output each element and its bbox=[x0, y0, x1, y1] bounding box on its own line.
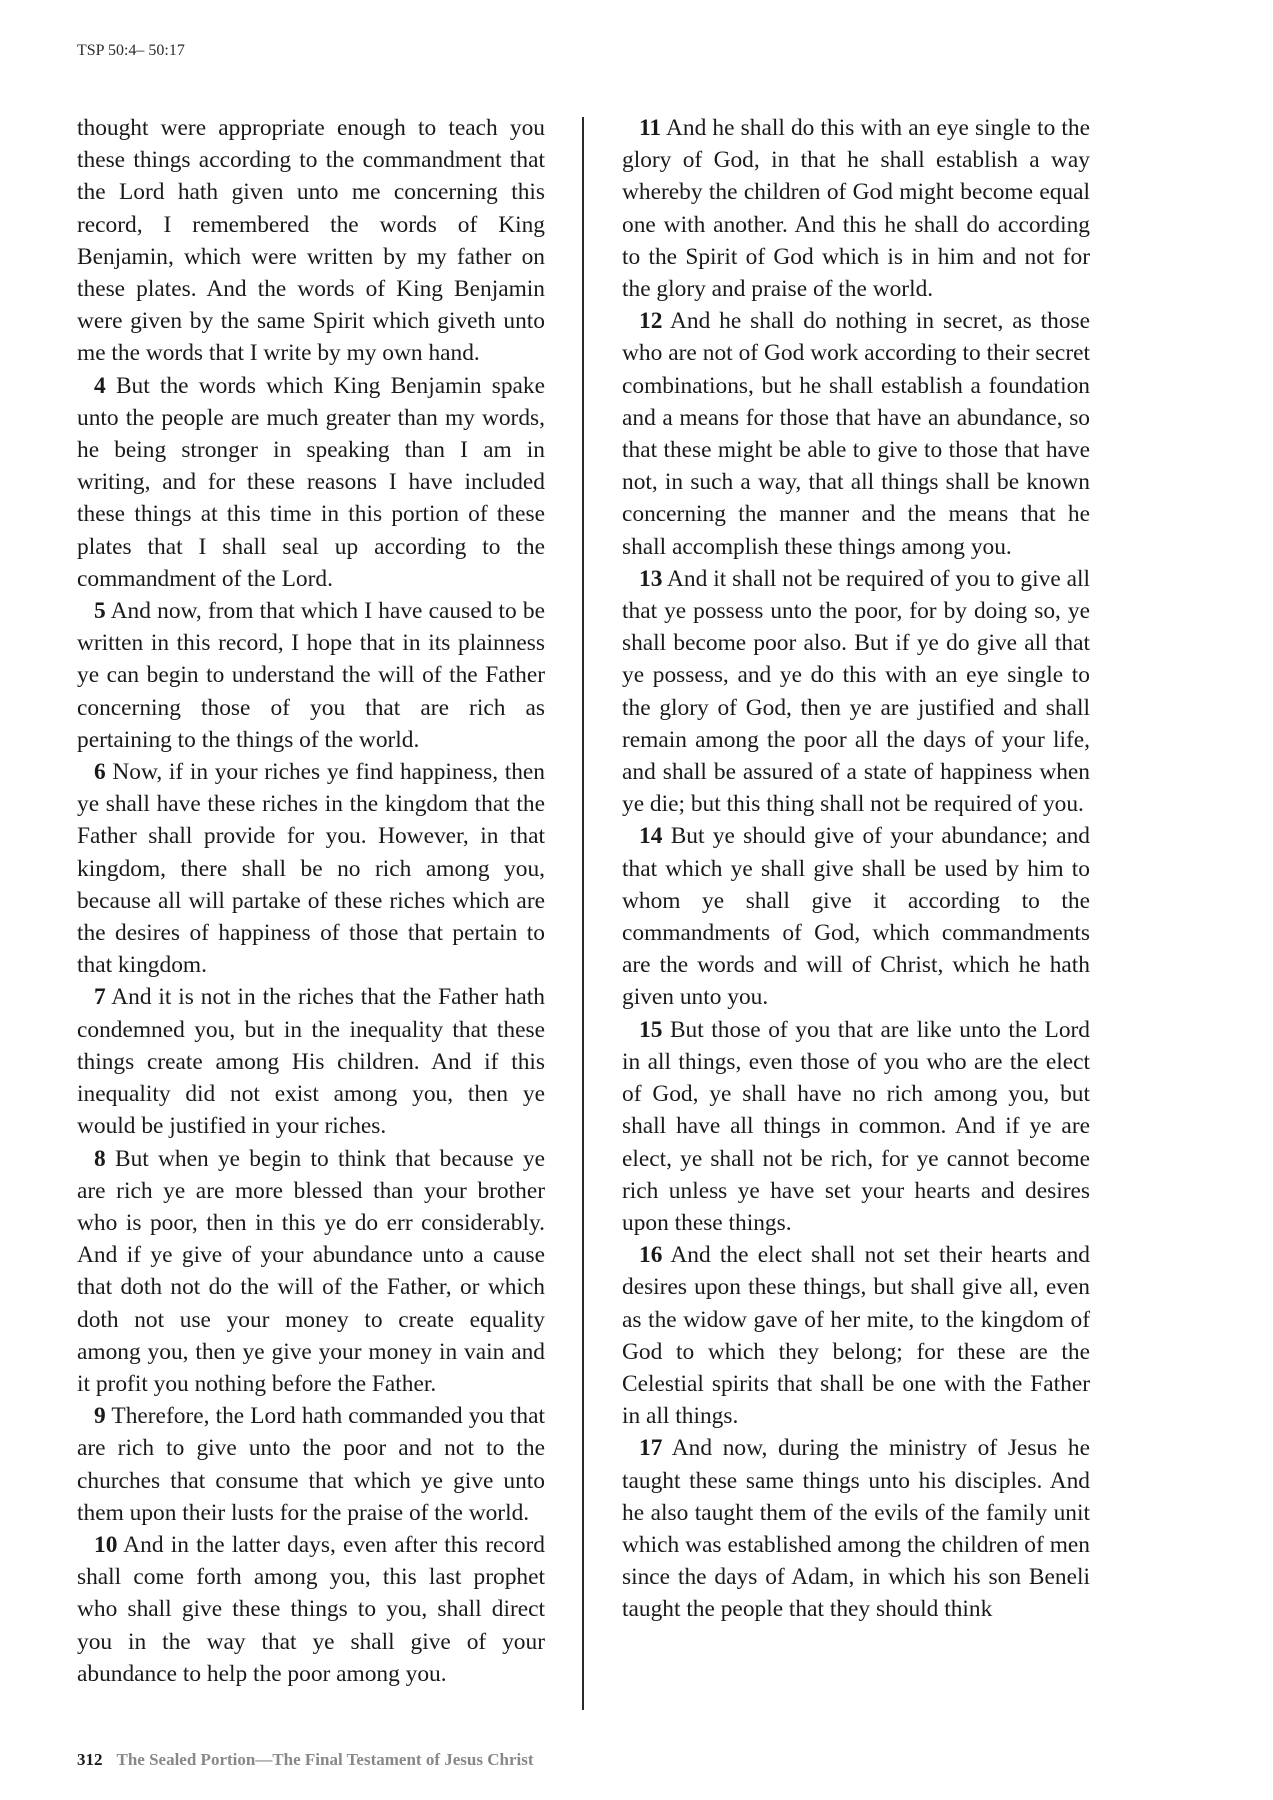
verse-text: But ye should give of your abundance; and that which ye shall give shall be used by him to whom ye shall give it according to the commandments of God, which commandments are the words and will of Christ, which he hath given unto you. bbox=[622, 823, 1090, 1011]
verse-16 bbox=[622, 1239, 1090, 1432]
verse-number: 16 bbox=[639, 1242, 663, 1269]
verse-17 bbox=[622, 1432, 1090, 1625]
verse-continuation bbox=[77, 112, 545, 370]
verse-9 bbox=[77, 1400, 545, 1529]
verse-text: But when ye begin to think that because ye are rich ye are more blessed than your brother who is poor, then in this ye do err considerably. And if ye give of your abundance unto a cause that doth not do the will of the Father, or which doth not use your money to create equality among you, then ye give your money in vain and it profit you nothing before the Father. bbox=[77, 1145, 545, 1397]
verse-number: 8 bbox=[94, 1145, 106, 1172]
verse-4 bbox=[77, 370, 545, 595]
verse-text: And now, from that which I have caused to be written in this record, I hope that in its plainness ye can begin to understand the will of the Father concerning those of you that are rich as pertaining to the things of the world. bbox=[77, 598, 545, 753]
verse-text: And now, during the ministry of Jesus he taught these same things unto his disciples. And he also taught them of the evils of the family unit which was established among the children of men since the days of Adam, in which his son Beneli taught the people that they should think bbox=[622, 1435, 1090, 1623]
verse-number: 5 bbox=[94, 598, 106, 625]
verse-13 bbox=[622, 563, 1090, 821]
verse-text: And it is not in the riches that the Father hath condemned you, but in the inequality that these things create among His children. And if this inequality did not exist among you, then ye would be justified in your riches. bbox=[77, 984, 545, 1140]
verse-text: Therefore, the Lord hath commanded you that are rich to give unto the poor and not to the churches that consume that which ye give unto them upon their lusts for the praise of the world. bbox=[77, 1403, 545, 1526]
verse-number: 11 bbox=[639, 115, 662, 141]
verse-number: 15 bbox=[639, 1016, 663, 1043]
verse-text: Now, if in your riches ye find happiness, then ye shall have these riches in the kingdom that the Father shall provide for you. However, in that kingdom, there shall be no rich among you, because all will partake of these riches which are the desires of happiness of those that pertain to that kingdom. bbox=[77, 759, 545, 979]
verse-11 bbox=[622, 112, 1090, 305]
verse-text: thought were appropriate enough to teach you these things according to the commandment that the Lord hath given unto me concerning this record, I remembered the words of King Benjamin, which were written by my father on these plates. And the words of King Benjamin were given by the same Spirit which giveth unto me the words that I write by my own hand. bbox=[77, 115, 545, 367]
verse-number: 6 bbox=[94, 759, 106, 786]
verse-text: But those of you that are like unto the Lord in all things, even those of you who are the elect of God, ye shall have no rich among you, but shall have all things in common. And if ye are elect, ye shall not be rich, for ye cannot become rich unless ye have set your hearts and desires upon these things. bbox=[622, 1016, 1090, 1236]
verse-number: 10 bbox=[94, 1531, 118, 1558]
verse-5 bbox=[77, 595, 545, 756]
verse-text: And he shall do nothing in secret, as those who are not of God work according to their secret combinations, but he shall establish a foundation and a means for those that have an abundance, so that these might be able to give to those that have not, in such a way, that all things shall be known concerning the manner and the means that he shall accomplish these things among you. bbox=[622, 308, 1090, 560]
page-footer bbox=[77, 1750, 534, 1770]
verse-7 bbox=[77, 981, 545, 1142]
verse-number: 17 bbox=[639, 1435, 663, 1462]
verse-8 bbox=[77, 1143, 545, 1401]
verse-15 bbox=[622, 1014, 1090, 1239]
verse-12 bbox=[622, 305, 1090, 563]
verse-14 bbox=[622, 820, 1090, 1013]
verse-number: 12 bbox=[639, 308, 663, 335]
running-head: TSP 50:4– 50:17 bbox=[77, 42, 185, 59]
verse-number: 7 bbox=[94, 984, 106, 1011]
right-column bbox=[622, 112, 1090, 1626]
column-divider bbox=[582, 117, 584, 1710]
verse-number: 13 bbox=[639, 565, 663, 592]
verse-number: 9 bbox=[94, 1403, 106, 1430]
book-title: The Sealed Portion—The Final Testament of Jesus Christ bbox=[116, 1750, 534, 1769]
left-column bbox=[77, 112, 545, 1690]
verse-text: And it shall not be required of you to give all that ye possess unto the poor, for by doing so, ye shall become poor also. But if ye do give all that ye possess, and ye do this with an eye single to the glory of God, then ye are justified and shall remain among the poor all the days of your life, and shall be assured of a state of happiness when ye die; but this thing shall not be required of you. bbox=[622, 565, 1090, 818]
verse-6 bbox=[77, 756, 545, 981]
verse-text: And the elect shall not set their hearts and desires upon these things, but shall give all, even as the widow gave of her mite, to the kingdom of God to which they belong; for these are the Celestial spirits that shall be one with the Father in all things. bbox=[622, 1242, 1090, 1430]
verse-10 bbox=[77, 1529, 545, 1690]
verse-text: And he shall do this with an eye single to the glory of God, in that he shall establish a way whereby the children of God might become equal one with another. And this he shall do according to the Spirit of God which is in him and not for the glory and praise of the world. bbox=[622, 115, 1091, 303]
verse-text: And in the latter days, even after this record shall come forth among you, this last prophet who shall give these things to you, shall direct you in the way that ye shall give of your abundance to help the poor among you. bbox=[77, 1531, 545, 1687]
verse-number: 14 bbox=[639, 823, 663, 850]
verse-text: But the words which King Benjamin spake unto the people are much greater than my words, he being stronger in speaking than I am in writing, and for these reasons I have included these things at this time in this portion of these plates that I shall seal up according to the commandment of the Lord. bbox=[77, 372, 545, 592]
verse-number: 4 bbox=[94, 372, 106, 399]
page-number: 312 bbox=[77, 1750, 103, 1769]
